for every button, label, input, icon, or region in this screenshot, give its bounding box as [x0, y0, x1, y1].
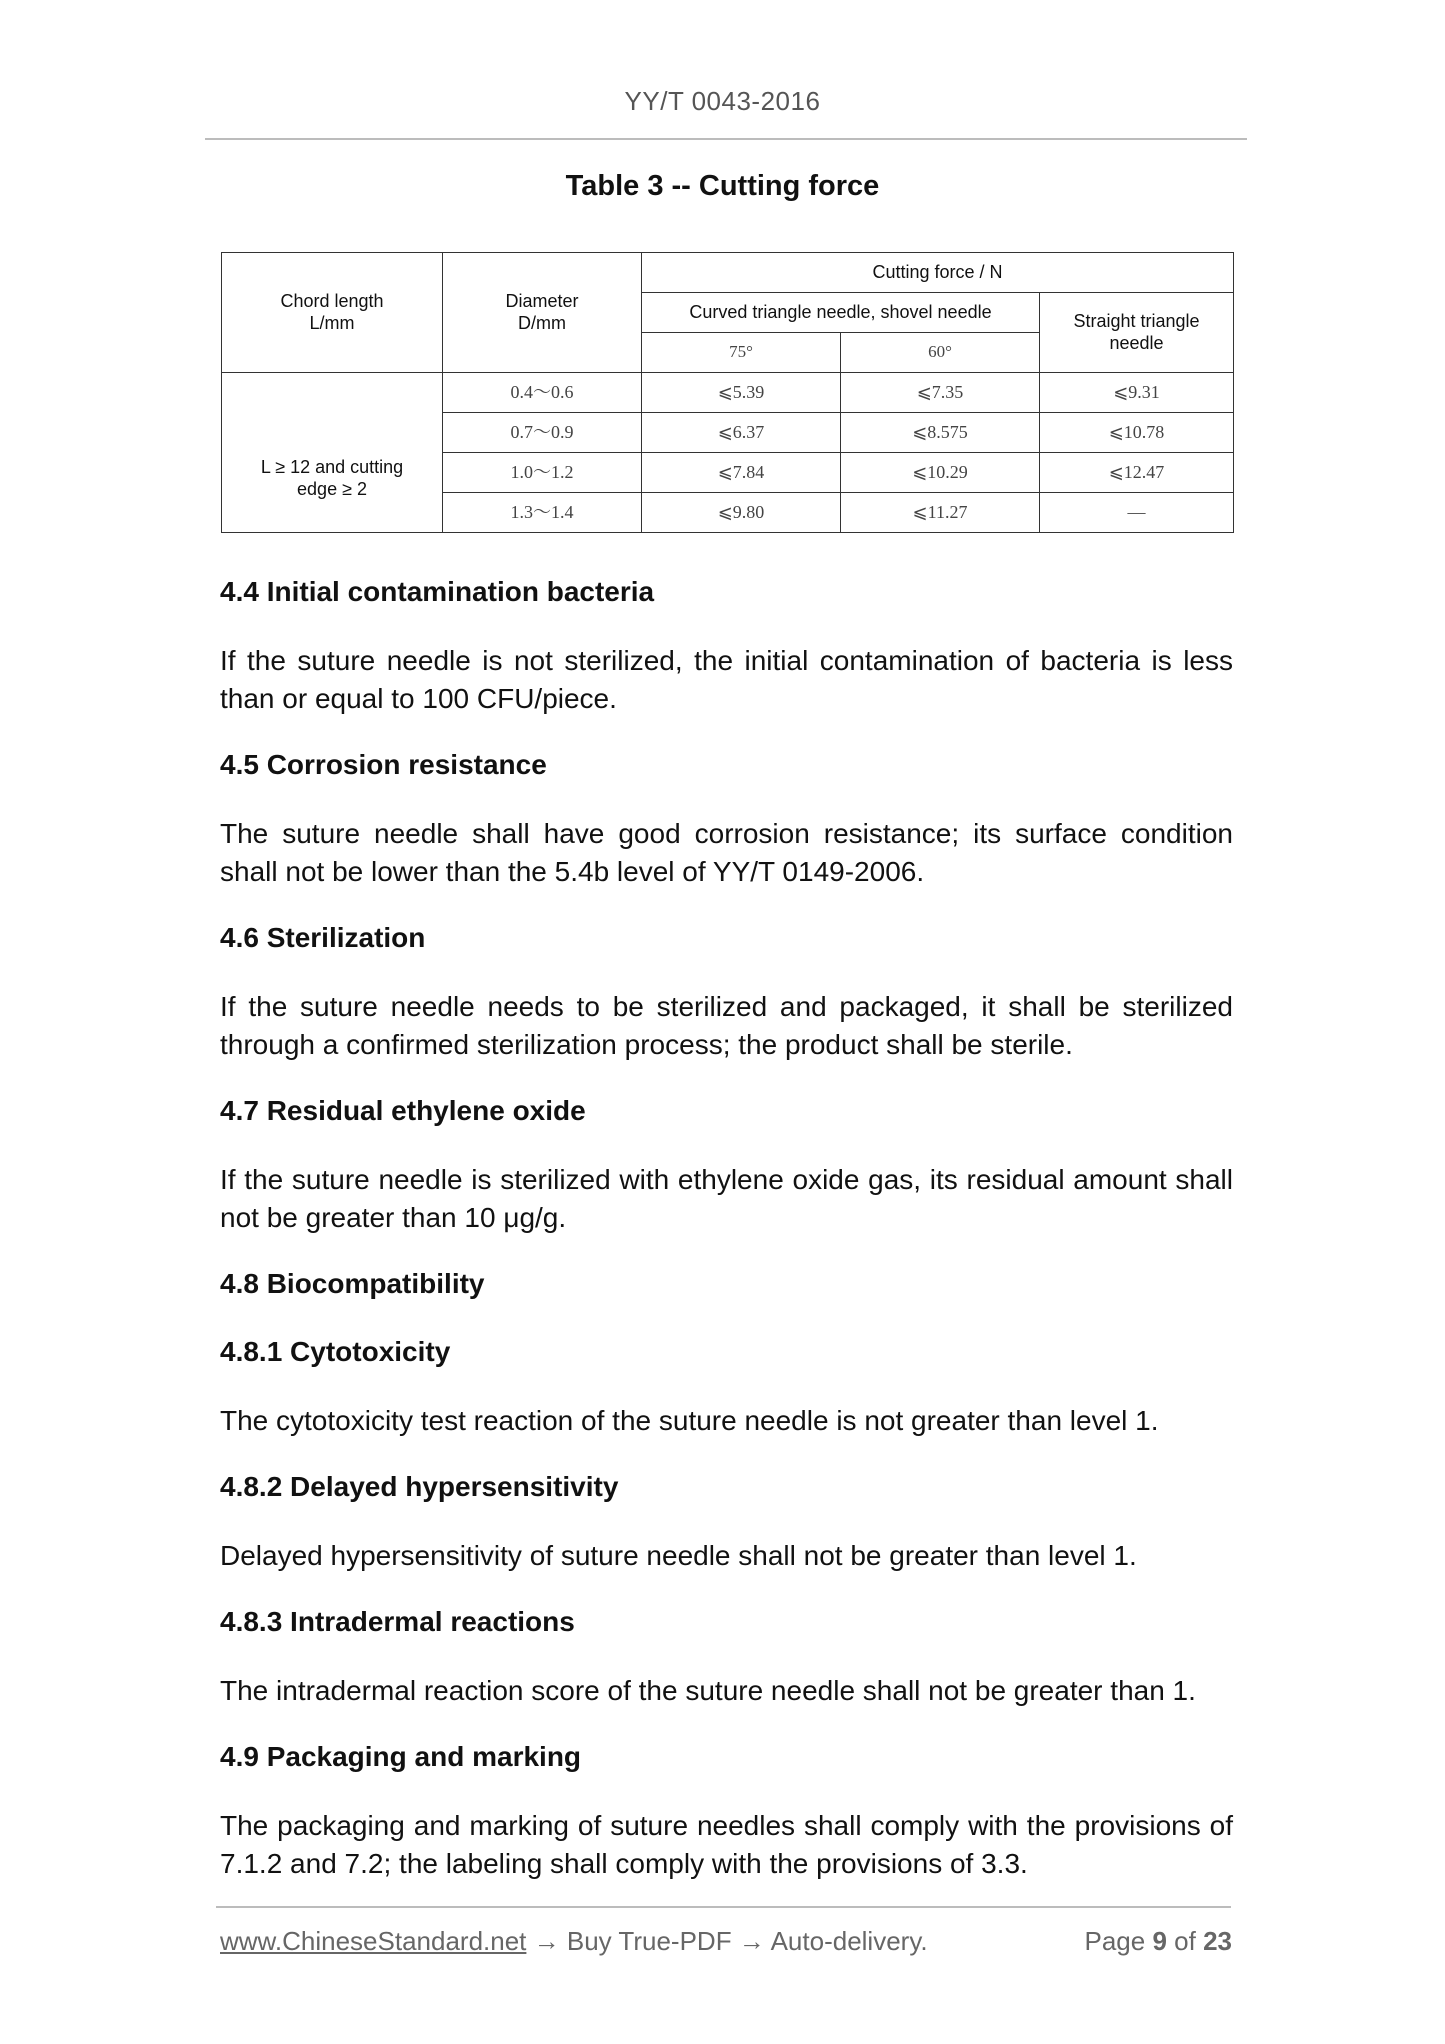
- cell-force-straight: ⩽12.47: [1040, 453, 1234, 493]
- cell-force-75: ⩽7.84: [642, 453, 841, 493]
- page-of-label: of: [1174, 1926, 1196, 1956]
- section-heading-4-6: 4.6 Sterilization: [220, 922, 426, 953]
- section-body-4-9: The packaging and marking of suture needles shall comply with the provisions of 7.1.2 and 7.2; the labeling shall comply with the provisions of 3.3.: [220, 1810, 1233, 1879]
- section-heading-4-8: 4.8 Biocompatibility: [220, 1268, 485, 1299]
- cell-diameter: 1.3～1.4: [443, 493, 642, 533]
- section-heading-4-8-1: 4.8.1 Cytotoxicity: [220, 1336, 451, 1367]
- header-diameter: Diameter D/mm: [443, 253, 642, 373]
- header-divider: [205, 138, 1247, 140]
- table-caption: Table 3 -- Cutting force: [565, 170, 880, 202]
- header-straight-needle: Straight triangle needle: [1040, 293, 1234, 373]
- cell-force-75: ⩽6.37: [642, 413, 841, 453]
- section-body-4-8-2: Delayed hypersensitivity of suture needle shall not be greater than level 1.: [220, 1540, 1137, 1571]
- table-row: [222, 373, 1234, 413]
- cell-force-60: ⩽7.35: [841, 373, 1040, 413]
- document-id-header: YY/T 0043-2016: [624, 86, 821, 116]
- cutting-force-table: [221, 252, 1234, 533]
- section-heading-4-7: 4.7 Residual ethylene oxide: [220, 1095, 586, 1126]
- section-heading-4-5: 4.5 Corrosion resistance: [220, 749, 547, 780]
- cell-force-straight: ⩽10.78: [1040, 413, 1234, 453]
- page-indicator: [1084, 1926, 1232, 1957]
- row-group-label: L ≥ 12 and cutting edge ≥ 2: [222, 373, 443, 533]
- section-heading-4-9: 4.9 Packaging and marking: [220, 1741, 582, 1772]
- cell-diameter: 0.7～0.9: [443, 413, 642, 453]
- section-heading-4-8-2: 4.8.2 Delayed hypersensitivity: [220, 1471, 619, 1502]
- section-heading-4-4: 4.4 Initial contamination bacteria: [220, 576, 655, 607]
- footer-divider: [216, 1906, 1231, 1908]
- cell-diameter: 0.4～0.6: [443, 373, 642, 413]
- page-current: 9: [1152, 1926, 1167, 1956]
- header-angle-60: 60°: [841, 333, 1040, 373]
- cell-force-75: ⩽9.80: [642, 493, 841, 533]
- cell-diameter: 1.0～1.2: [443, 453, 642, 493]
- section-body-4-8-1: The cytotoxicity test reaction of the suture needle is not greater than level 1.: [220, 1405, 1159, 1436]
- page-label: Page: [1084, 1926, 1146, 1956]
- cell-force-75: ⩽5.39: [642, 373, 841, 413]
- cell-force-straight: —: [1040, 493, 1234, 533]
- header-angle-75: 75°: [642, 333, 841, 373]
- section-body-4-6: If the suture needle needs to be sterilized and packaged, it shall be sterilized through a confirmed sterilization process; the product shall be sterile.: [220, 991, 1233, 1060]
- section-body-4-7: If the suture needle is sterilized with ethylene oxide gas, its residual amount shall not be greater than 10 μg/g.: [220, 1164, 1233, 1233]
- cell-force-60: ⩽8.575: [841, 413, 1040, 453]
- page-total: 23: [1203, 1926, 1232, 1956]
- section-body-4-8-3: The intradermal reaction score of the suture needle shall not be greater than 1.: [220, 1675, 1196, 1706]
- chinesestandard-link[interactable]: www.ChineseStandard.net: [220, 1926, 527, 1956]
- header-chord-length: Chord length L/mm: [222, 253, 443, 373]
- section-body-4-5: The suture needle shall have good corrosion resistance; its surface condition shall not be lower than the 5.4b level of YY/T 0149-2006.: [220, 818, 1233, 887]
- cell-force-straight: ⩽9.31: [1040, 373, 1234, 413]
- section-body-4-4: If the suture needle is not sterilized, the initial contamination of bacteria is less than or equal to 100 CFU/piece.: [220, 645, 1233, 714]
- cell-force-60: ⩽10.29: [841, 453, 1040, 493]
- header-curved-needle: Curved triangle needle, shovel needle: [642, 293, 1040, 333]
- cell-force-60: ⩽11.27: [841, 493, 1040, 533]
- footer-promo-text: → Buy True-PDF → Auto-delivery.: [533, 1926, 928, 1956]
- header-cutting-force: Cutting force / N: [642, 253, 1234, 293]
- page-footer: [220, 1926, 1232, 1957]
- section-heading-4-8-3: 4.8.3 Intradermal reactions: [220, 1606, 575, 1637]
